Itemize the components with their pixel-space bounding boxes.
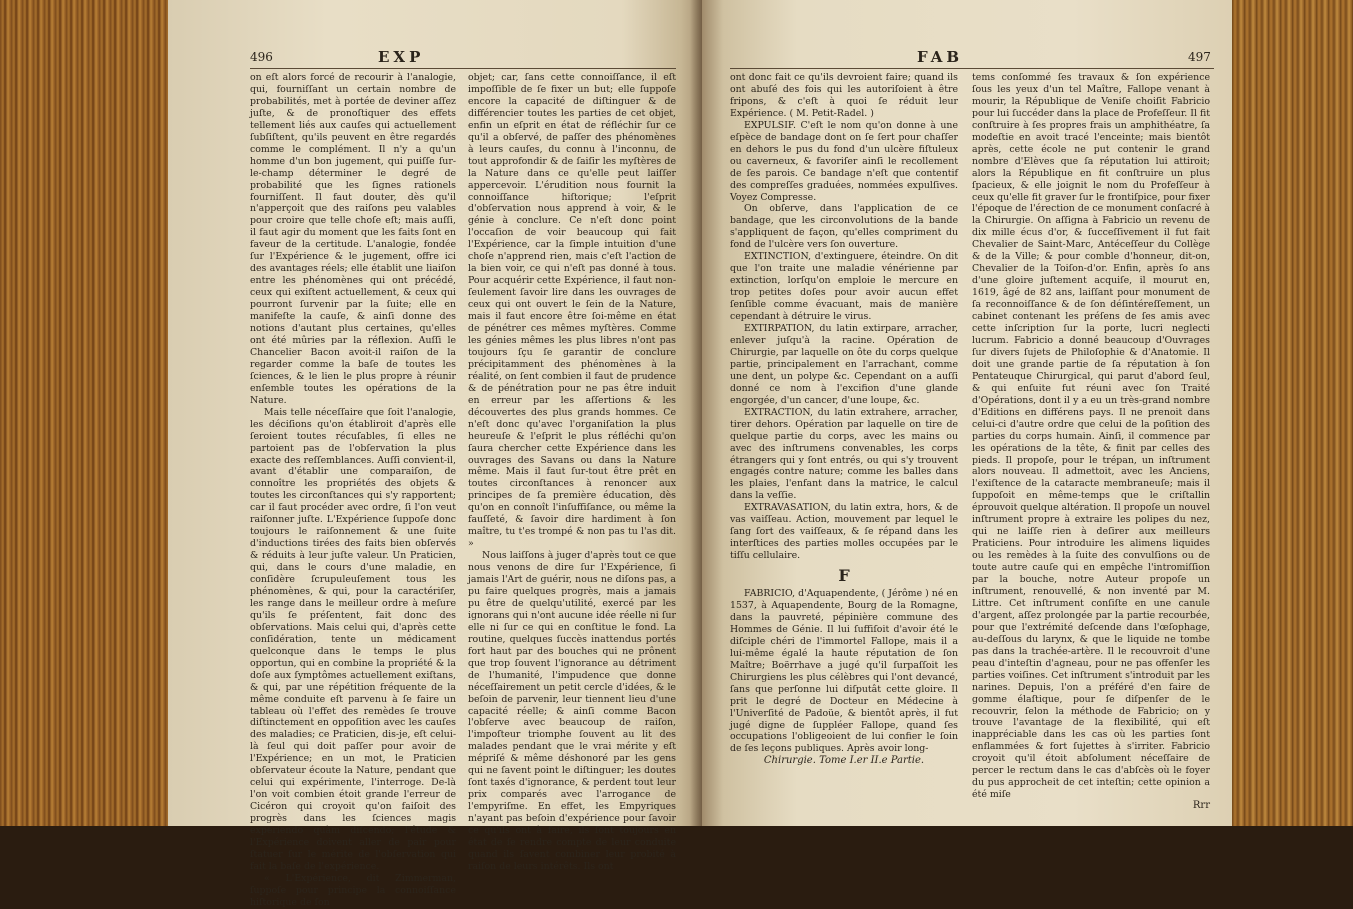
paragraph: ont donc fait ce qu'ils devroient faire; quand ils ont abuſé des fois qui les autoriſoient à être fripons, & c'eſt à quoi ſe réduit leur Expérience. ( M. Petit-Radel. ) <box>730 72 958 119</box>
header-rule-left <box>250 68 676 69</box>
section-letter: F <box>838 566 850 586</box>
right-page-column-2 <box>972 72 1211 801</box>
right-page-column-1 <box>730 72 958 812</box>
left-page <box>168 0 702 908</box>
paragraph: tems conſommé ſes travaux & ſon expérience ſous les yeux d'un tel Maître, Fallope venant à mourir, la République de Veniſe choiſit Fabricio pour lui ſuccéder dans la place de Profeſſeur. Il fit conſtruire à ſes propres frais un amphithéatre, ſa modeſtie en avoit tracé l'enceinte; mais bientôt après, cette école ne put contenir le grand nombre d'Elèves que ſa réputation lui attiroit; alors la République en fit conſtruire un plus ſpacieux, & elle joignit le nom du Profeſſeur à ceux qu'elle fit graver ſur le frontiſpice, pour fixer l'époque de l'érection de ce monument conſacré à la Chirurgie. On aſſigna à Fabricio un revenu de dix mille écus d'or, & ſucceſſivement il fut fait Chevalier de Saint-Marc, Antéceſſeur du Collège & de la Ville; & pour comble d'honneur, dit-on, Chevalier de la Toiſon-d'or. Enfin, après ſo ans d'une gloire juſtement acquiſe, il mourut en, 1619, âgé de 82 ans, laiſſant pour monument de ſa reconnoiſſance & de ſon déſintéreſſement, un cabinet contenant les préſens de ſes amis avec cette inſcription ſur la porte, lucri neglecti lucrum. Fabricio a donné beaucoup d'Ouvrages ſur divers ſujets de Philoſophie & d'Anatomie. Il doit une grande partie de ſa réputation à ſon Pentateuque Chirurgical, qui parut d'abord ſeul, & qui enſuite fut réuni avec ſon Traité d'Opérations, dont il y a eu un très-grand nombre d'Editions en différens pays. Il ne prenoit dans celui-ci d'autre ordre que celui de la poſition des parties du corps humain. Ainſi, il commence par les opérations de la tête, & finit par celles des pieds. Il propoſe, pour le trépan, un inſtrument alors nouveau. Il admettoit, avec les Anciens, l'exiſtence de la cataracte membraneuſe; mais il ſuppoſoit en même-temps que le criſtallin éprouvoit quelque altération. Il propoſe un nouvel inſtrument propre à extraire les polipes du nez, qui ne laiſſe rien à deſirer aux meilleurs Praticiens. Pour introduire les alimens liquides ou les remèdes à la ſuite des convulſions ou de toute autre cauſe qui en empêche l'intromiſſion par la bouche, notre Auteur propoſe un inſtrument, renouvellé, & non inventé par M. Littre. Cet inſtrument conſiſte en une canule d'argent, aſſez prolongée par la partie recourbée, pour que l'extrémité deſcende dans l'œſophage, au-deſſous du larynx, & que le liquide ne tombe pas dans la trachée-artère. Il le recouvroit d'une peau d'inteſtin d'agneau, pour ne pas offenſer les parties voiſines. Cet inſtrument s'introduit par les narines. Depuis, l'on a préféré d'en faire de gomme élaſtique, pour ſe diſpenſer de le recouvrir, ſelon la méthode de Fabricio; on y trouve l'avantage de la flexibilité, qui eſt inappréciable dans les cas où les parties ſont enflammées & fort ſujettes à s'irriter. Fabricio croyoit qu'il étoit abſolument néceſſaire de percer le rectum dans le cas d'abſcès où le foyer du pus approcheit de cet inteſtin; cette opinion a été miſe <box>972 72 1211 801</box>
right-page <box>702 0 1232 826</box>
entry-extirpation: EXTIRPATION, du latin extirpare, arracher, enlever juſqu'à la racine. Opération de Chirurgie, par laquelle on ôte du corps quelque partie, principalement en l'arrachant, comme une dent, un polype &c. Cependant on a auſſi donné ce nom à l'excifion d'une glande engorgée, d'un cancer, d'une loupe, &c. <box>730 323 958 406</box>
signature-line: Chirurgie. Tome I.er II.e Partie. <box>763 755 925 767</box>
book-edge-right <box>1232 0 1353 826</box>
entry-expulsif: EXPULSIF. C'eſt le nom qu'on donne à une eſpèce de bandage dont on ſe ſert pour chaſſer en dehors le pus du fond d'un ulcère fiſtuleux ou caverneux, & favoriſer ainſi le recollement de ſes parois. Ce bandage n'eſt que contentif des compreſſes graduées, nommées expulſives. Voyez Compresse. <box>730 119 958 203</box>
entry-fabricio: FABRICIO, d'Aquapendente, ( Jérôme ) né en 1537, à Aquapendente, Bourg de la Romagne, dans la pauvreté, pépinière commune des Hommes de Génie. Il lui ſuffiſoit d'avoir été le diſciple chéri de l'immortel Fallope, mais il a lui-même égalé la haute réputation de ſon Maître; Boërrhave a jugé qu'il ſurpaſſoit les Chirurgiens les plus célèbres qui l'ont devancé, ſans que perſonne lui diſputât cette gloire. Il prit le degré de Docteur en Médecine à l'Univerſité de Padoüe, & bientôt après, il fut jugé digne de ſuppléer Fallope, quand ſes occupations l'obligeoient de lui confier le ſoin de ſes leçons publiques. Après avoir long- <box>730 588 958 755</box>
page-number-right: 497 <box>1188 50 1211 64</box>
left-page-column-1 <box>250 72 456 908</box>
book-edge-left <box>0 0 168 826</box>
paragraph: Nous laiſſons à juger d'après tout ce que nous venons de dire ſur l'Expérience, ſi jamais l'Art de guérir, nous ne diſons pas, a pu faire quelques progrès, mais a jamais pu être de quelqu'utilité, exercé par les ignorans qui n'ont aucune idée réelle ni ſur elle ni ſur ce qui en conſtitue le fond. La routine, quelques ſuccès inattendus portés fort haut par des bouches qui ne prônent que trop ſouvent l'ignorance au détriment de l'humanité, l'impudence que donne néceſſairement un petit cercle d'idées, & le beſoin de parvenir, leur tiennent lieu d'une capacité réelle; & ainſi comme Bacon l'obſerve avec beaucoup de raiſon, l'impoſteur triomphe ſouvent au lit des malades pendant que le vrai mérite y eſt mépriſé & même déshonoré par les gens qui ne ſavent point le diſtinguer; les doutes ſont taxés d'ignorance, & perdent tout leur prix comparés avec l'arrogance de l'empyriſme. En effet, les Empyriques n'ayant pas beſoin d'expérience pour ſavoir ce qu'ils ont à faire, ils ſont toujours en état de ſe rendre compte de leur conduite quand ils ſavent combiner leur probité à raiſon de leurs intérêts. Ils ont <box>468 550 676 872</box>
catchword: Rrr <box>1192 800 1210 811</box>
running-head-left: EXP <box>378 48 425 66</box>
entry-extinction: EXTINCTION, d'extinguere, éteindre. On dit que l'on traite une maladie vénérienne par extinction, lorſqu'on emploie le mercure en trop petites doſes pour avoir aucun effet ſenſible comme évacuant, mais de manière cependant à détruire le virus. <box>730 251 958 323</box>
page-number-left: 496 <box>250 50 273 64</box>
paragraph: « L'Expérience, dit Zimmerman, ſuppoſe pour principe la connoiſſance hiſtorique de ſon <box>250 872 456 908</box>
header-rule-right <box>730 68 1214 69</box>
paragraph: on eſt alors forcé de recourir à l'analogie, qui, fourniſſant un certain nombre de probabilités, met à portée de deviner aſſez juſte, & de pronoſtiquer des effets tellement liés aux cauſes qui actuellement ſubſiſtent, qu'ils peuvent en être regardés comme le complément. Il n'y a qu'un homme d'un bon jugement, qui puiſſe ſur-le-champ déterminer le degré de probabilité que les ſignes rationels fourniſſent. Il faut douter, dès qu'il n'apperçoit que des raiſons peu valables pour croire que telle choſe eſt; mais auſſi, il faut agir du moment que les faits ſont en faveur de la certitude. L'analogie, fondée ſur l'Expérience & le jugement, offre ici des avantages réels; elle établit une liaiſon entre les phénomènes qui ont précédé, ceux qui exiſtent actuellement, & ceux qui pourront ſurvenir par la ſuite; elle en manifeſte la cauſe, & ainſi donne des notions d'autant plus certaines, qu'elles ont été mûries par la réflexion. Auſſi le Chancelier Bacon avoit-il raiſon de la regarder comme la baſe de toutes les ſciences, & le lien le plus propre à réunir enſemble toutes les opérations de la Nature. <box>250 72 456 406</box>
paragraph: On obſerve, dans l'application de ce bandage, que les circonvolutions de la bande s'appliquent de façon, qu'elles compriment du fond de l'ulcère vers ſon ouverture. <box>730 203 958 251</box>
entry-extravasation: EXTRAVASATION, du latin extra, hors, & de vas vaiſſeau. Action, mouvement par lequel le ſang ſort des vaiſſeaux, & ſe répand dans les interſtices des parties molles occupées par le tiſſu cellulaire. <box>730 502 958 562</box>
left-page-column-2 <box>468 72 676 872</box>
entry-extraction: EXTRACTION, du latin extrahere, arracher, tirer dehors. Opération par laquelle on tire de quelque partie du corps, avec les mains ou avec des inſtrumens convenables, les corps étrangers qui y ſont entrés, ou qui s'y trouvent engagés contre nature; comme les balles dans les plaies, l'enfant dans la matrice, le calcul dans la veſſie. <box>730 406 958 502</box>
paragraph: objet; car, ſans cette connoiſſance, il eſt impoſſible de ſe fixer un but; elle ſuppoſe encore la capacité de diſtinguer & de différencier toutes les parties de cet objet, enfin un eſprit en état de réfléchir ſur ce qu'il a obſervé, de paſſer des phénomènes à leurs cauſes, du connu à l'inconnu, de tout approfondir & de ſaiſir les myſtères de la Nature dans ce qu'elle peut laiſſer appercevoir. L'érudition nous fournit la connoiſſance hiſtorique; l'eſprit d'obſervation nous apprend à voir, & le génie à conclure. Ce n'eſt donc point l'occaſion de voir beaucoup qui fait l'Expérience, car la ſimple intuition d'une choſe n'apprend rien, mais c'eſt l'action de la bien voir, ce qui n'eſt pas donné à tous. Pour acquérir cette Expérience, il faut non-ſeulement ſavoir lire dans les ouvrages de ceux qui ont ouvert le ſein de la Nature, mais il faut encore être ſoi-même en état de pénétrer ces mêmes myſtères. Comme les génies mêmes les plus libres n'ont pas toujours ſçu ſe garantir de conclure précipitamment des phénomènes à la réalité, on ſent combien il faut de prudence & de pénétration pour ne pas être induit en erreur par les aſſertions & les découvertes des plus grands hommes. Ce n'eſt donc qu'avec l'organiſation la plus heureuſe & l'eſprit le plus réfléchi qu'on ſaura chercher cette Expérience dans les ouvrages des Savans ou dans la Nature même. Mais il faut ſur-tout être prêt en toutes circonſtances à renoncer aux principes de ſa première éducation, dès qu'on en connoît l'inſuffiſance, ou même la fauſſeté, & ſavoir dire hardiment à ſon maître, tu t'es trompé & non pas tu l'as dit. » <box>468 72 676 550</box>
paragraph: Mais telle néceſſaire que ſoit l'analogie, les déciſions qu'on établiroit d'après elle ſeroient toutes récuſables, ſi elles ne partoient pas de l'obſervation la plus exacte des reſſemblances. Auſſi convient-il, avant d'établir une comparaiſon, de connoître les propriétés des objets & toutes les circonſtances qui s'y rapportent; car il faut procéder avec ordre, ſi l'on veut raiſonner juſte. L'Expérience ſuppoſe donc toujours le raiſonnement & une ſuite d'inductions tirées des faits bien obſervés & réduits à leur juſte valeur. Un Praticien, qui, dans le cours d'une maladie, en conſidère ſcrupuleuſement tous les phénomènes, & qui, pour la caractériſer, les range dans le meilleur ordre à meſure qu'ils ſe préſentent, fait donc des obſervations. Mais celui qui, d'après cette conſidération, tente un médicament quelconque dans le temps le plus opportun, qui en combine la propriété & la doſe aux ſymptômes actuellement exiſtans, & qui, par une répétition fréquente de la même conduite eſt parvenu à ſe faire un tableau où l'effet des remèdes ſe trouve diſtinctement en oppoſition avec les cauſes des maladies; ce Praticien, dis-je, eſt celui-là ſeul qui doit paſſer pour avoir de l'Expérience; en un mot, le Praticien obſervateur écoute la Nature, pendant que celui qui expérimente, l'interroge. De-là l'on voit combien étoit grande l'erreur de Cicéron qui croyoit qu'on faiſoit des progrès dans les ſciences magis experiendo quàm diſcendo; l'étude & l'Expérience doivent aller de pair pour ſtatuer ſur le mérite de l'obſervation qui fait la baſe de l'expérience. <box>250 406 456 872</box>
running-head-right: FAB <box>917 48 964 66</box>
